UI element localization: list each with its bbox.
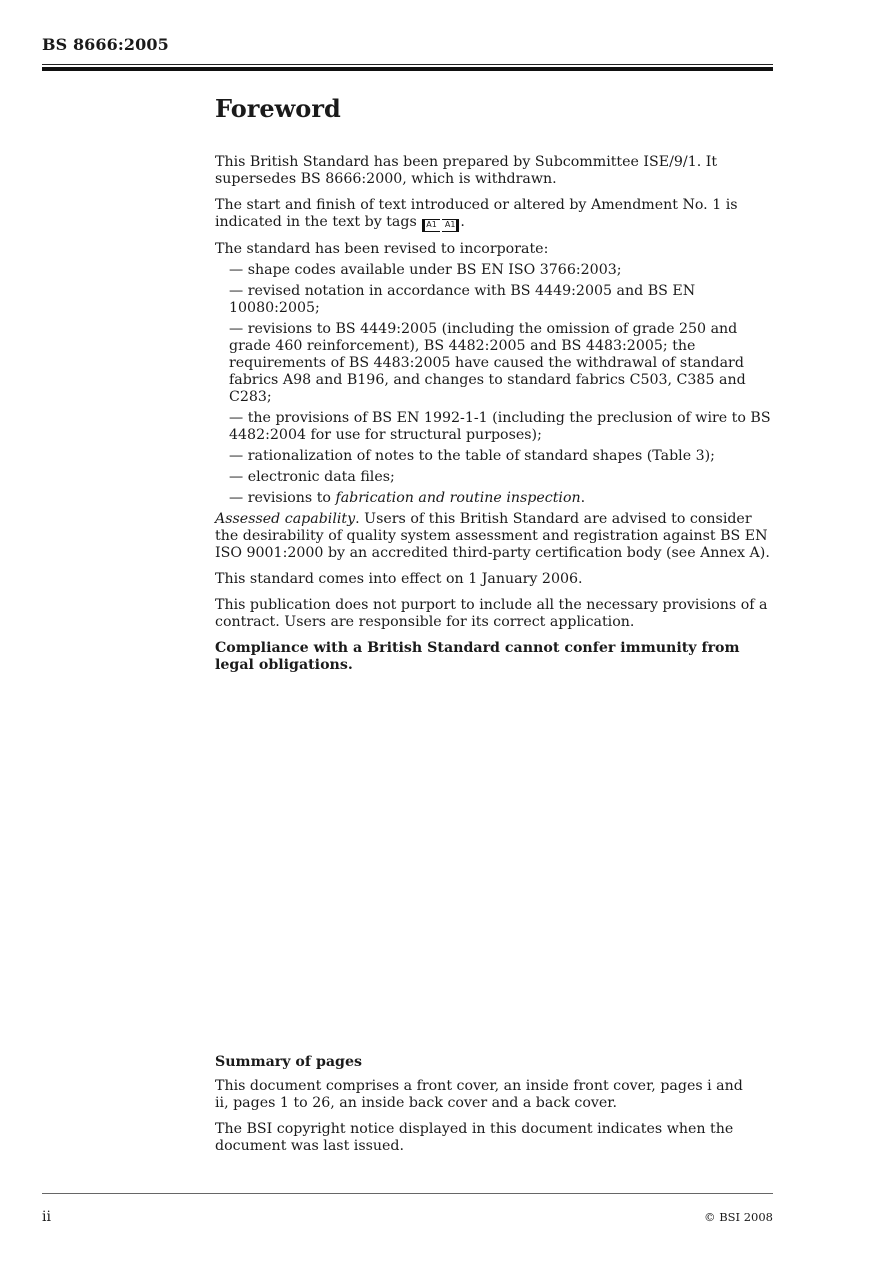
amendment-close-tag-icon: A1 xyxy=(442,219,460,232)
list-item: — rationalization of notes to the table of standard shapes (Table 3); xyxy=(229,448,715,464)
assessed-capability-label: Assessed capability xyxy=(215,511,356,527)
list-item: — the provisions of BS EN 1992-1-1 (including the preclusion of wire to BS 4482:2004 for use for structural purposes); xyxy=(229,410,771,443)
amendment-text: The start and finish of text introduced or altered by Amendment No. 1 is indicated in the text by tags xyxy=(215,197,738,230)
list-item: — shape codes available under BS EN ISO 3766:2003; xyxy=(229,262,622,278)
supersedes-paragraph: This British Standard has been prepared by Subcommittee ISE/9/1. It supersedes BS 8666:2000, which is withdrawn. xyxy=(215,154,718,187)
foreword-section xyxy=(215,94,777,683)
copyright-notice-paragraph: The BSI copyright notice displayed in this document indicates when the document was last issued. xyxy=(215,1121,734,1154)
revision-list xyxy=(215,262,777,507)
list-item-prefix: — revisions to xyxy=(229,490,336,506)
header-rule-thick xyxy=(42,67,773,71)
compliance-statement: Compliance with a British Standard cannot confer immunity from legal obligations. xyxy=(215,640,740,673)
document-id: BS 8666:2005 xyxy=(42,35,169,54)
header-rule-thin xyxy=(42,64,773,65)
amendment-text-end: . xyxy=(460,214,465,230)
amendment-paragraph xyxy=(215,197,777,232)
publication-paragraph: This publication does not purport to include all the necessary provisions of a contract. Users are responsible for its correct application. xyxy=(215,597,768,630)
list-item-emphasis: fabrication and routine inspection xyxy=(335,490,581,506)
revision-intro: The standard has been revised to incorporate: xyxy=(215,241,549,257)
list-item xyxy=(215,490,777,507)
copyright-footer: © BSI 2008 xyxy=(704,1210,773,1224)
summary-section xyxy=(215,1054,755,1164)
amendment-open-tag-icon: A1 xyxy=(422,219,440,232)
summary-paragraph: This document comprises a front cover, an inside front cover, pages i and ii, pages 1 to 26, an inside back cover and a back cover. xyxy=(215,1078,743,1111)
page-number: ii xyxy=(42,1209,51,1225)
summary-heading: Summary of pages xyxy=(215,1054,362,1070)
footer-rule xyxy=(42,1193,773,1194)
list-item-suffix: . xyxy=(580,490,586,506)
effective-date-paragraph: This standard comes into effect on 1 January 2006. xyxy=(215,571,583,587)
assessed-capability-paragraph xyxy=(215,511,777,562)
assessed-capability-text: . Users of this British Standard are advised to consider the desirability of quality system assessment and registration against BS EN ISO 9001:2000 by an accredited third-party certification body (see Annex A). xyxy=(215,511,770,561)
list-item: — revisions to BS 4449:2005 (including the omission of grade 250 and grade 460 reinforcement), BS 4482:2005 and BS 4483:2005; the requirements of BS 4483:2005 have caused the withdrawal of standard fabrics A98 and B196, and changes to standard fabrics C503, C385 and C283; xyxy=(229,321,746,405)
list-item: — revised notation in accordance with BS 4449:2005 and BS EN 10080:2005; xyxy=(229,283,696,316)
page-title: Foreword xyxy=(215,94,341,123)
list-item: — electronic data files; xyxy=(229,469,395,485)
